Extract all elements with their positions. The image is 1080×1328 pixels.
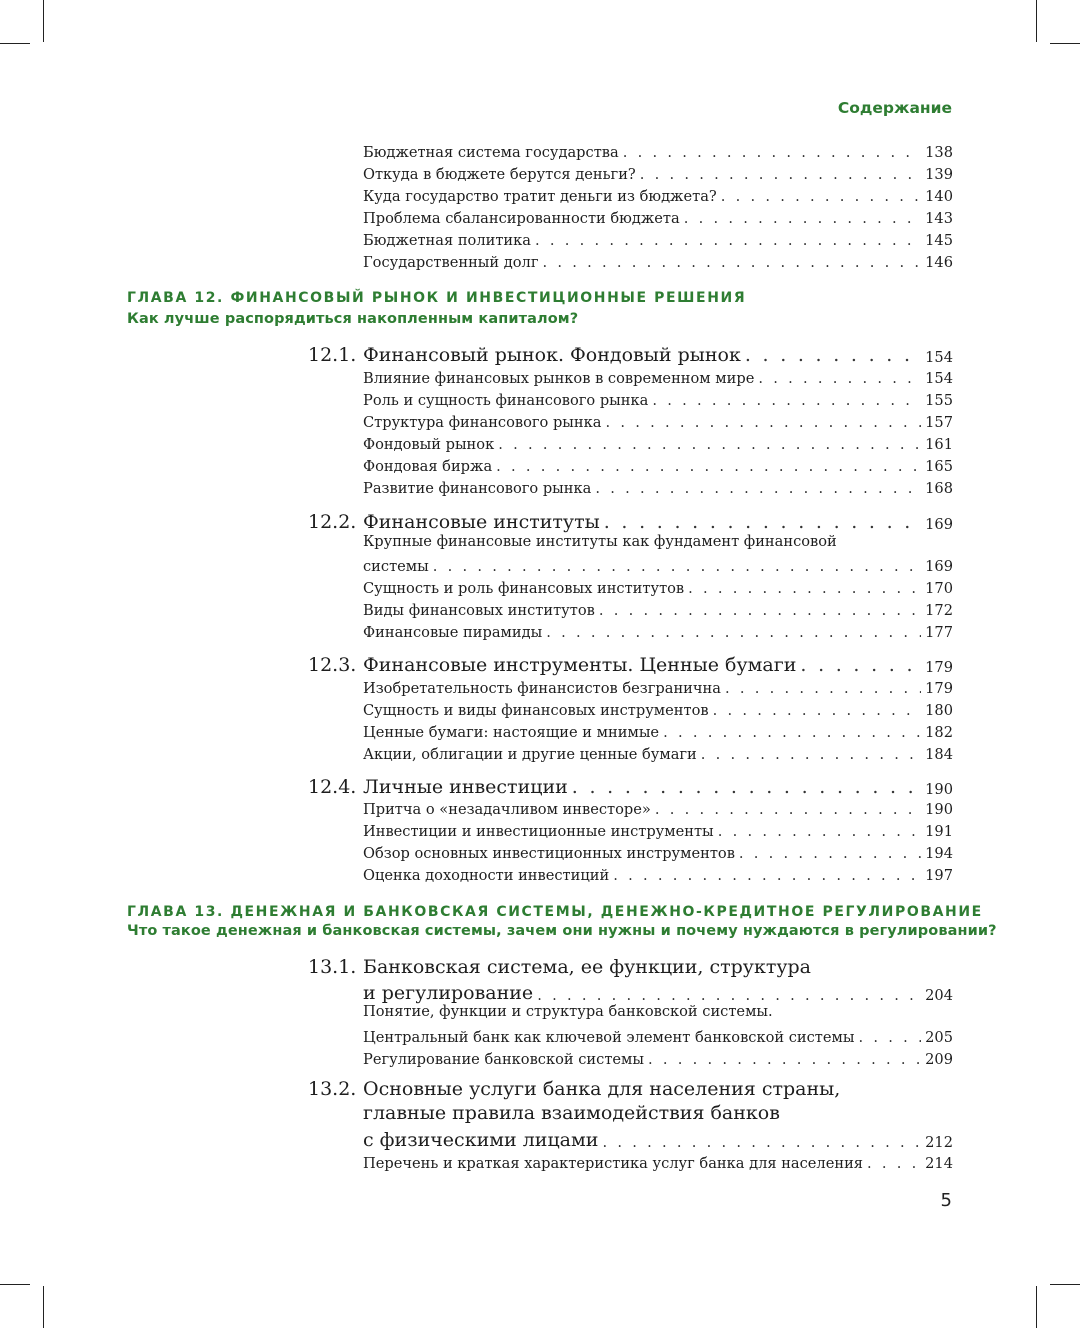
toc-entry-title: Влияние финансовых рынков в современном мире [363, 370, 755, 387]
toc-entry-title: Виды финансовых институтов [363, 602, 595, 619]
toc-entry-page: 182 [925, 724, 953, 741]
toc-section-last-line[interactable] [363, 1125, 953, 1151]
toc-entry-title: Акции, облигации и другие ценные бумаги [363, 746, 697, 763]
section-number: 13.2. [308, 1078, 357, 1100]
dot-leader [718, 823, 921, 840]
toc-entry-page: 197 [925, 867, 953, 884]
toc-entry-page: 190 [925, 801, 953, 818]
toc-entry[interactable] [363, 697, 953, 719]
dot-leader [599, 602, 921, 619]
section-title: Финансовый рынок. Фондовый рынок [363, 344, 741, 366]
toc-entry[interactable] [363, 619, 953, 641]
toc-entry-title: Сущность и виды финансовых инструментов [363, 702, 709, 719]
toc-entry-title: Развитие финансового рынка [363, 480, 592, 497]
chapter-subtitle: Что такое денежная и банковская системы, зачем они нужны и почему нуждаются в регулировании? [127, 923, 997, 939]
toc-entry-title: Откуда в бюджете берутся деньги? [363, 166, 636, 183]
toc-entry-title: Центральный банк как ключевой элемент банковской системы [363, 1029, 855, 1046]
section-title: Финансовые инструменты. Ценные бумаги [363, 654, 797, 676]
dot-leader [739, 845, 921, 862]
toc-entry-title: Бюджетная политика [363, 232, 531, 249]
toc-entry-title: Перечень и краткая характеристика услуг банка для населения [363, 1155, 863, 1172]
toc-entry-page: 155 [925, 392, 953, 409]
section-number: 12.1. [308, 344, 357, 366]
dot-leader [701, 746, 921, 763]
toc-entry-title: Сущность и роль финансовых институтов [363, 580, 685, 597]
toc-entry-page: 184 [925, 746, 953, 763]
dot-leader [604, 511, 921, 533]
section-title: Личные инвестиции [363, 776, 568, 798]
toc-entry-title: Инвестиции и инвестиционные инструменты [363, 823, 714, 840]
dot-leader [721, 188, 921, 205]
toc-entry-page: 161 [925, 436, 953, 453]
section-title-line: и регулирование [363, 982, 534, 1004]
toc-entry-page: 138 [925, 144, 953, 161]
toc-entry[interactable] [363, 453, 953, 475]
toc-entry[interactable] [363, 139, 953, 161]
toc-section[interactable] [308, 772, 953, 798]
dot-leader [640, 166, 921, 183]
section-page: 204 [925, 987, 953, 1004]
toc-entry[interactable] [363, 161, 953, 183]
dot-leader [663, 724, 921, 741]
toc-entry-title: системы [363, 558, 429, 575]
dot-leader [498, 436, 921, 453]
toc-entry[interactable] [363, 862, 953, 884]
dot-leader [602, 1134, 921, 1151]
dot-leader [537, 987, 921, 1004]
toc-entry[interactable] [363, 475, 953, 497]
chapter-title: ГЛАВА 13. ДЕНЕЖНАЯ И БАНКОВСКАЯ СИСТЕМЫ, ДЕНЕЖНО-КРЕДИТНОЕ РЕГУЛИРОВАНИЕ [127, 904, 983, 920]
section-page: 154 [925, 349, 953, 366]
dot-leader [595, 480, 921, 497]
toc-entry-page: 146 [925, 254, 953, 271]
toc-entry[interactable] [363, 575, 953, 597]
toc-entry[interactable] [363, 1150, 953, 1172]
toc-section-last-line[interactable] [363, 978, 953, 1004]
toc-entry-title: Куда государство тратит деньги из бюджета? [363, 188, 717, 205]
toc-entry-page: 154 [925, 370, 953, 387]
toc-entry[interactable] [363, 431, 953, 453]
toc-entry-page: 169 [925, 558, 953, 575]
toc-entry-title: Проблема сбалансированности бюджета [363, 210, 680, 227]
dot-leader [652, 392, 921, 409]
toc-entry-title: Структура финансового рынка [363, 414, 602, 431]
toc-entry-page: 165 [925, 458, 953, 475]
section-title-line[interactable]: Банковская система, ее функции, структура [363, 956, 812, 978]
toc-entry-line[interactable]: Понятие, функции и структура банковской системы. [363, 1003, 773, 1020]
toc-entry-page: 157 [925, 414, 953, 431]
toc-entry-page: 177 [925, 624, 953, 641]
dot-leader [800, 654, 921, 676]
dot-leader [542, 254, 921, 271]
page-number: 5 [940, 1190, 952, 1211]
toc-entry[interactable] [363, 387, 953, 409]
section-number: 12.2. [308, 511, 357, 533]
dot-leader [546, 624, 921, 641]
toc-entry-page: 172 [925, 602, 953, 619]
toc-entry[interactable] [363, 741, 953, 763]
section-page: 190 [925, 781, 953, 798]
toc-entry-page: 194 [925, 845, 953, 862]
toc-entry[interactable] [363, 249, 953, 271]
section-title-line[interactable]: главные правила взаимодействия банков [363, 1102, 780, 1124]
toc-section[interactable] [308, 507, 953, 533]
section-number: 12.4. [308, 776, 357, 798]
toc-entry-page: 145 [925, 232, 953, 249]
dot-leader [713, 702, 922, 719]
dot-leader [745, 344, 921, 366]
toc-entry-title: Оценка доходности инвестиций [363, 867, 610, 884]
toc-section[interactable] [308, 650, 953, 676]
dot-leader [688, 580, 921, 597]
toc-entry-title: Изобретательность финансистов безгранична [363, 680, 721, 697]
toc-entry-title: Роль и сущность финансового рынка [363, 392, 649, 409]
dot-leader [858, 1029, 921, 1046]
dot-leader [572, 776, 921, 798]
dot-leader [496, 458, 921, 475]
dot-leader [725, 680, 921, 697]
toc-entry[interactable] [363, 796, 953, 818]
toc-entry-page: 191 [925, 823, 953, 840]
toc-entry[interactable] [363, 183, 953, 205]
toc-entry-page: 170 [925, 580, 953, 597]
dot-leader [648, 1051, 921, 1068]
toc-entry[interactable] [363, 597, 953, 619]
toc-entry[interactable] [363, 1024, 953, 1046]
section-page: 212 [925, 1134, 953, 1151]
section-number: 13.1. [308, 956, 357, 978]
dot-leader [605, 414, 921, 431]
toc-entry[interactable] [363, 675, 953, 697]
toc-entry[interactable] [363, 553, 953, 575]
chapter-title: ГЛАВА 12. ФИНАНСОВЫЙ РЫНОК И ИНВЕСТИЦИОННЫЕ РЕШЕНИЯ [127, 290, 747, 306]
toc-entry-page: 205 [925, 1029, 953, 1046]
toc-entry-page: 139 [925, 166, 953, 183]
toc-entry-title: Бюджетная система государства [363, 144, 619, 161]
dot-leader [535, 232, 921, 249]
toc-entry[interactable] [363, 719, 953, 741]
section-title-line: с физическими лицами [363, 1129, 599, 1151]
toc-entry-title: Ценные бумаги: настоящие и мнимые [363, 724, 660, 741]
section-title: Финансовые институты [363, 511, 600, 533]
toc-entry[interactable] [363, 840, 953, 862]
toc-entry-page: 179 [925, 680, 953, 697]
toc-entry-title: Притча о «незадачливом инвесторе» [363, 801, 651, 818]
dot-leader [684, 210, 921, 227]
section-number: 12.3. [308, 654, 357, 676]
section-title-line[interactable]: Основные услуги банка для населения страны, [363, 1078, 841, 1100]
toc-entry-line[interactable]: Крупные финансовые институты как фундамент финансовой [363, 533, 837, 550]
toc-entry-page: 180 [925, 702, 953, 719]
toc-entry-title: Обзор основных инвестиционных инструментов [363, 845, 735, 862]
toc-entry[interactable] [363, 365, 953, 387]
toc-entry[interactable] [363, 205, 953, 227]
toc-entry-page: 168 [925, 480, 953, 497]
dot-leader [758, 370, 921, 387]
dot-leader [623, 144, 921, 161]
toc-entry-page: 140 [925, 188, 953, 205]
chapter-subtitle: Как лучше распорядиться накопленным капиталом? [127, 311, 579, 327]
dot-leader [655, 801, 921, 818]
toc-entry-title: Государственный долг [363, 254, 539, 271]
toc-entry-title: Фондовая биржа [363, 458, 493, 475]
section-page: 179 [925, 659, 953, 676]
toc-entry[interactable] [363, 1046, 953, 1068]
dot-leader [433, 558, 921, 575]
section-page: 169 [925, 516, 953, 533]
toc-entry-title: Финансовые пирамиды [363, 624, 543, 641]
toc-entry-page: 214 [925, 1155, 953, 1172]
toc-entry-title: Фондовый рынок [363, 436, 495, 453]
toc-entry-page: 209 [925, 1051, 953, 1068]
dot-leader [613, 867, 921, 884]
toc-entry-title: Регулирование банковской системы [363, 1051, 644, 1068]
toc-entry[interactable] [363, 227, 953, 249]
dot-leader [867, 1155, 921, 1172]
toc-entry-page: 143 [925, 210, 953, 227]
toc-entry[interactable] [363, 409, 953, 431]
running-header: Содержание [837, 99, 952, 117]
toc-section[interactable] [308, 340, 953, 366]
toc-entry[interactable] [363, 818, 953, 840]
